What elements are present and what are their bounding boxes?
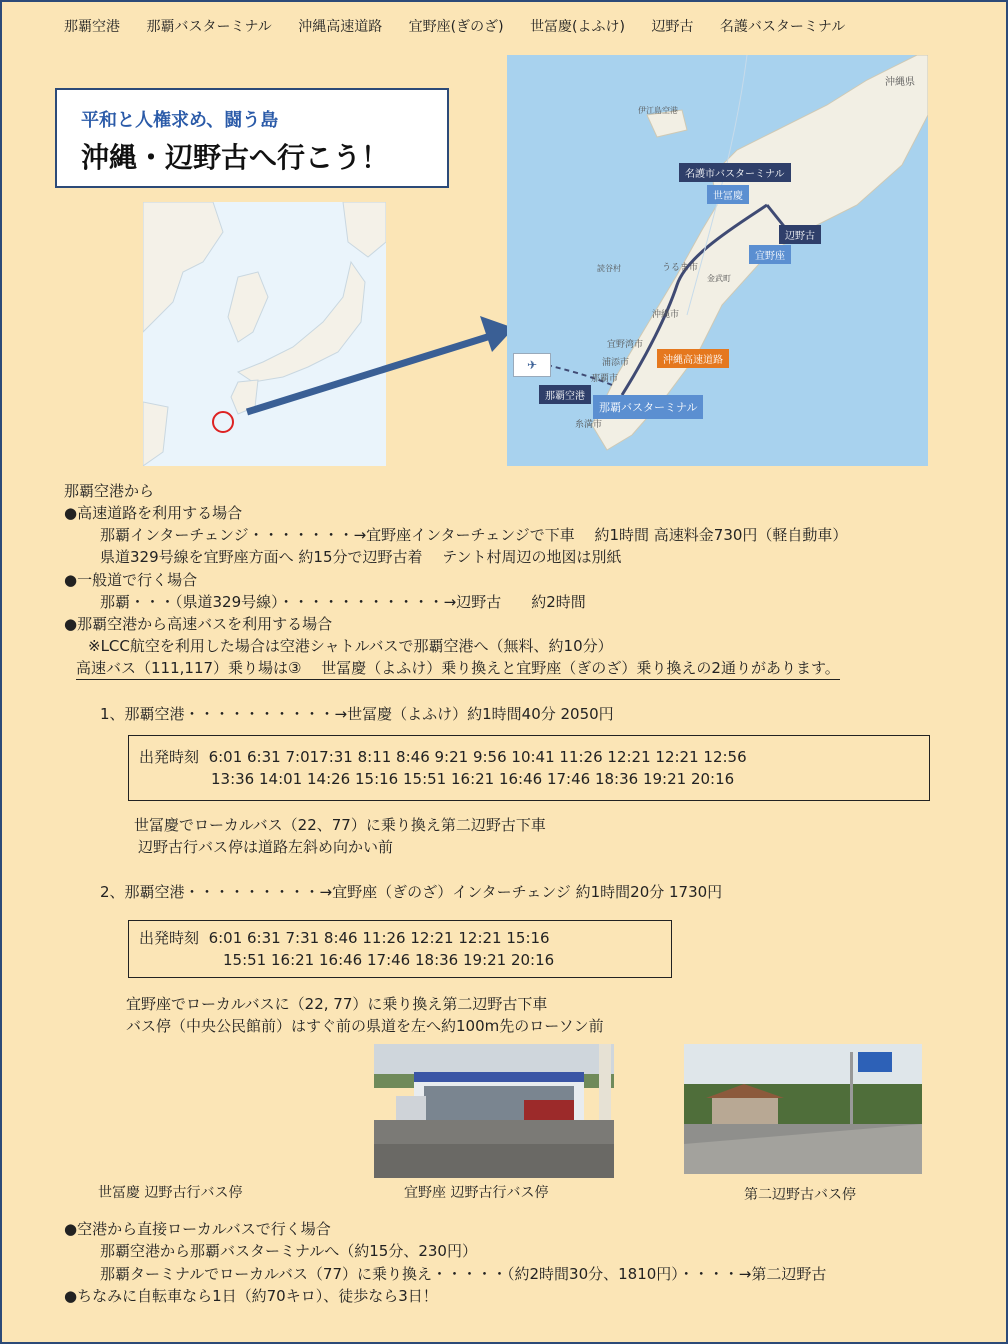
map-label-iejima: 伊江島空港 — [638, 106, 678, 115]
map-label-yofuke: 世冨慶 — [707, 185, 749, 204]
caption-second-henoko-stop: 第二辺野古バス停 — [744, 1187, 856, 1203]
map-label-expressway: 沖縄高速道路 — [657, 349, 729, 368]
section-highway-bus-heading: ●那覇空港から高速バスを利用する場合 — [64, 615, 333, 633]
place-nago-terminal: 名護バスターミナル — [719, 19, 846, 35]
map-label-okinawa-city: 沖縄市 — [652, 310, 680, 320]
place-yofuke: 世冨慶(よふけ) — [530, 19, 625, 35]
route2-schedule-label: 出発時刻 — [139, 929, 200, 947]
okinawa-map-graphic — [507, 55, 928, 466]
section-highway-bus-note: ※LCC航空を利用した場合は空港シャトルバスで那覇空港へ（無料、約10分） — [88, 637, 613, 655]
okinawa-map — [507, 55, 928, 466]
place-expressway: 沖縄高速道路 — [298, 19, 383, 35]
route2-heading: 2、那覇空港・・・・・・・・・→宜野座（ぎのざ）インターチェンジ 約1時間20分 1730円 — [100, 883, 723, 901]
route2-schedule-line1: 6:01 6:31 7:31 8:46 11:26 12:21 12:21 15:16 — [208, 929, 550, 947]
section-local-bus-line1: 那覇空港から那覇バスターミナルへ（約15分、230円） — [100, 1242, 477, 1260]
section-expressway-heading: ●高速道路を利用する場合 — [64, 504, 243, 522]
map-label-naha-airport: 那覇空港 — [539, 385, 591, 404]
route1-schedule-line2: 13:36 14:01 14:26 15:16 15:51 16:21 16:46 17:46 18:36 19:21 20:16 — [211, 770, 735, 788]
map-label-naha-terminal: 那覇バスターミナル — [593, 395, 703, 419]
map-label-urasoe: 浦添市 — [602, 358, 630, 368]
arrow-icon — [242, 312, 522, 422]
place-ginoza: 宜野座(ぎのざ) — [408, 19, 504, 35]
section-expressway-line2: 県道329号線を宜野座方面へ 約15分で辺野古着 テント村周辺の地図は別紙 — [100, 548, 622, 566]
section-highway-bus-platform: 高速バス（111,117）乗り場は③ 世冨慶（よふけ）乗り換えと宜野座（ぎのざ）乗り換えの2通りがあります。 — [76, 657, 840, 680]
route2-schedule-line2: 15:51 16:21 16:46 17:46 18:36 19:21 20:16 — [223, 951, 555, 969]
section-bicycle-walk: ●ちなみに自転車なら1日（約70キロ）、徒歩なら3日！ — [64, 1287, 438, 1305]
route2-schedule-box — [128, 920, 672, 978]
route1-schedule-line1: 6:01 6:31 7:017:31 8:11 8:46 9:21 9:56 10:41 11:26 12:21 12:21 12:56 — [208, 748, 747, 766]
airplane-icon: ✈ — [513, 353, 551, 377]
caption-yofuke-stop: 世冨慶 辺野古行バス停 — [98, 1185, 243, 1201]
map-label-naha-city: 那覇市 — [591, 374, 619, 384]
route1-heading: 1、那覇空港・・・・・・・・・・→世冨慶（よふけ）約1時間40分 2050円 — [100, 705, 614, 723]
route2-note2: バス停（中央公民館前）はすぐ前の県道を左へ約100m先のローソン前 — [126, 1017, 604, 1035]
route1-note1: 世冨慶でローカルバス（22、77）に乗り換え第二辺野古下車 — [134, 816, 546, 834]
route1-schedule-box — [128, 735, 930, 801]
ginoza-bus-stop-photo-graphic — [374, 1044, 614, 1178]
section-expressway-line1: 那覇インターチェンジ・・・・・・・→宜野座インターチェンジで下車 約1時間 高速料金730円（軽自動車） — [100, 526, 848, 544]
route2-note1: 宜野座でローカルバスに（22, 77）に乗り換え第二辺野古下車 — [126, 995, 548, 1013]
map-label-nago-terminal: 名護市バスターミナル — [679, 163, 791, 182]
map-label-prefecture: 沖縄県 — [885, 77, 915, 88]
title-main: 沖縄・辺野古へ行こう！ — [81, 141, 390, 174]
ginoza-bus-stop-photo — [374, 1044, 614, 1178]
second-henoko-bus-stop-photo — [684, 1044, 922, 1174]
map-label-henoko: 辺野古 — [779, 225, 821, 244]
map-label-kin: 金武町 — [707, 274, 731, 283]
section-local-road-line1: 那覇・・・（県道329号線）・・・・・・・・・・・→辺野古 約2時間 — [100, 593, 586, 611]
caption-ginoza-stop: 宜野座 辺野古行バス停 — [404, 1185, 549, 1201]
section-local-bus-line2: 那覇ターミナルでローカルバス（77）に乗り換え・・・・・（約2時間30分、1810円）・・・・→第二辺野古 — [100, 1265, 827, 1283]
from-airport: 那覇空港から — [64, 482, 155, 500]
map-label-itoman: 糸満市 — [575, 420, 603, 430]
map-label-uruma: うるま市 — [662, 263, 699, 273]
map-label-yomitan: 読谷村 — [597, 264, 621, 273]
map-label-ginowan: 宜野湾市 — [607, 340, 644, 350]
place-list — [64, 16, 867, 36]
title-subtitle: 平和と人権求め、闘う島 — [81, 110, 279, 131]
route1-schedule-label: 出発時刻 — [139, 748, 200, 766]
title-box — [55, 88, 449, 188]
place-naha-airport: 那覇空港 — [64, 19, 120, 35]
second-henoko-bus-stop-photo-graphic — [684, 1044, 922, 1174]
place-henoko: 辺野古 — [651, 19, 694, 35]
route1-note2: 辺野古行バス停は道路左斜め向かい前 — [138, 838, 394, 856]
map-label-ginoza: 宜野座 — [749, 245, 791, 264]
section-local-bus-heading: ●空港から直接ローカルバスで行く場合 — [64, 1220, 331, 1238]
place-naha-bus-terminal: 那覇バスターミナル — [146, 19, 272, 35]
section-local-road-heading: ●一般道で行く場合 — [64, 571, 198, 589]
